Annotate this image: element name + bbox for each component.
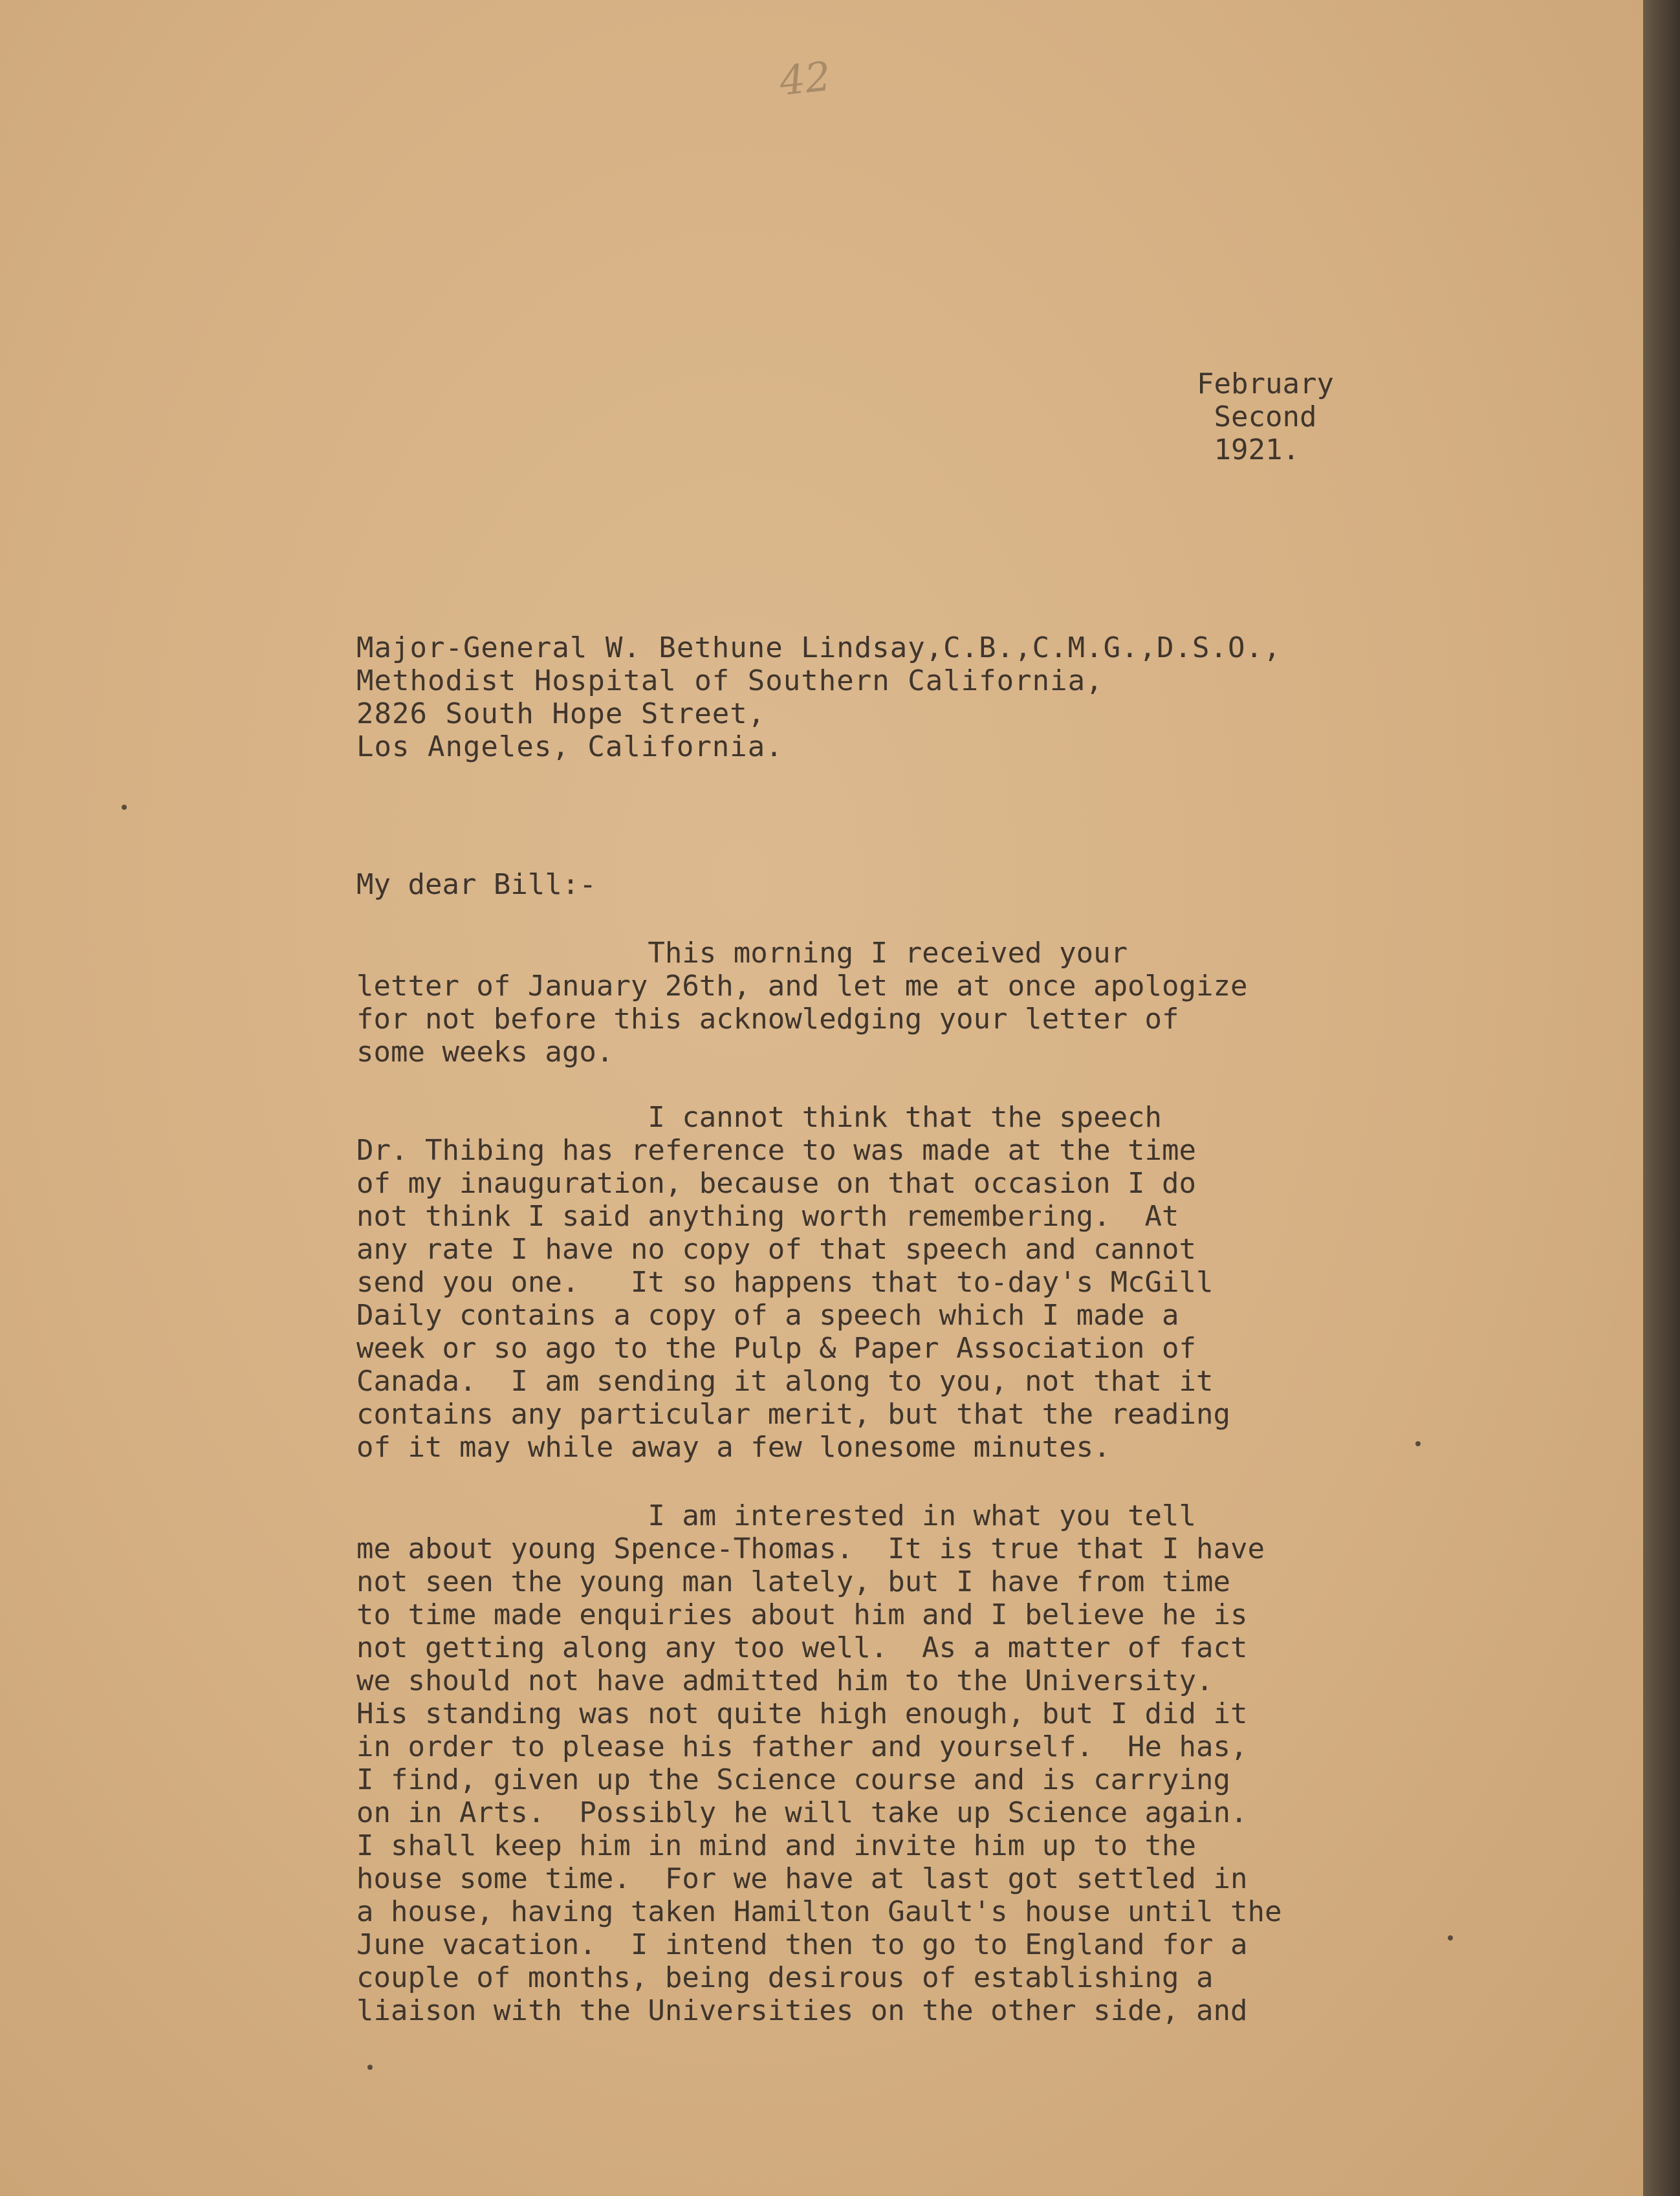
text-line: me about young Spence-Thomas. It is true that I have xyxy=(356,1532,1265,1565)
salutation: My dear Bill:- xyxy=(356,868,596,901)
text-line: I cannot think that the speech xyxy=(356,1101,1162,1134)
text-line: Dr. Thibing has reference to was made at the time xyxy=(356,1134,1197,1167)
date-line: February xyxy=(1197,367,1334,400)
text-line: some weeks ago. xyxy=(356,1036,614,1069)
paper-speck xyxy=(1448,1935,1453,1941)
text-line: letter of January 26th, and let me at once apologize xyxy=(356,970,1248,1003)
text-line: not getting along any too well. As a matter of fact xyxy=(356,1631,1248,1664)
text-line: for not before this acknowledging your letter of xyxy=(356,1003,1179,1036)
date-line: 1921. xyxy=(1214,433,1300,466)
text-line: This morning I received your xyxy=(356,937,1128,970)
text-line: we should not have admitted him to the University. xyxy=(356,1664,1214,1697)
text-line: a house, having taken Hamilton Gault's house until the xyxy=(356,1895,1282,1928)
text-line: I shall keep him in mind and invite him up to the xyxy=(356,1829,1197,1862)
text-line: of it may while away a few lonesome minutes. xyxy=(356,1431,1111,1464)
text-line: on in Arts. Possibly he will take up Science again. xyxy=(356,1796,1248,1829)
text-line: contains any particular merit, but that the reading xyxy=(356,1398,1231,1431)
paragraph-3 xyxy=(356,1499,1282,2027)
text-line: June vacation. I intend then to go to England for a xyxy=(356,1928,1248,1961)
text-line: week or so ago to the Pulp & Paper Association of xyxy=(356,1332,1197,1365)
text-line: I find, given up the Science course and is carrying xyxy=(356,1763,1231,1796)
text-line: of my inauguration, because on that occasion I do xyxy=(356,1167,1197,1200)
text-line: liaison with the Universities on the other side, and xyxy=(356,1994,1248,2027)
text-line: any rate I have no copy of that speech and cannot xyxy=(356,1233,1197,1266)
text-line: I am interested in what you tell xyxy=(356,1499,1197,1532)
text-line: couple of months, being desirous of establishing a xyxy=(356,1961,1214,1994)
date-line: Second xyxy=(1214,400,1317,433)
text-line: to time made enquiries about him and I believe he is xyxy=(356,1598,1248,1631)
address-line: Methodist Hospital of Southern California, xyxy=(356,664,1104,697)
text-line: not seen the young man lately, but I have from time xyxy=(356,1565,1231,1598)
address-line: Major-General W. Bethune Lindsay,C.B.,C.M.G.,D.S.O., xyxy=(356,631,1282,664)
paper-speck xyxy=(367,2065,373,2070)
text-line: send you one. It so happens that to-day's McGill xyxy=(356,1266,1214,1299)
paragraph-1 xyxy=(356,937,1248,1069)
address-line: 2826 South Hope Street, xyxy=(356,697,766,730)
address-line: Los Angeles, California. xyxy=(356,730,783,763)
text-line: in order to please his father and yourself. He has, xyxy=(356,1730,1248,1763)
letter-date xyxy=(1197,367,1334,466)
text-line: not think I said anything worth remembering. At xyxy=(356,1200,1179,1233)
text-line: Daily contains a copy of a speech which I made a xyxy=(356,1299,1179,1332)
text-line: house some time. For we have at last got settled in xyxy=(356,1862,1248,1895)
paper-speck xyxy=(1415,1441,1421,1446)
archive-page-number: 42 xyxy=(777,52,833,105)
recipient-address xyxy=(356,631,1282,763)
text-line: Canada. I am sending it along to you, not that it xyxy=(356,1365,1214,1398)
text-line: His standing was not quite high enough, but I did it xyxy=(356,1697,1248,1730)
paragraph-2 xyxy=(356,1101,1230,1464)
page-edge-shadow xyxy=(1643,0,1680,2196)
paper-speck xyxy=(122,805,127,810)
